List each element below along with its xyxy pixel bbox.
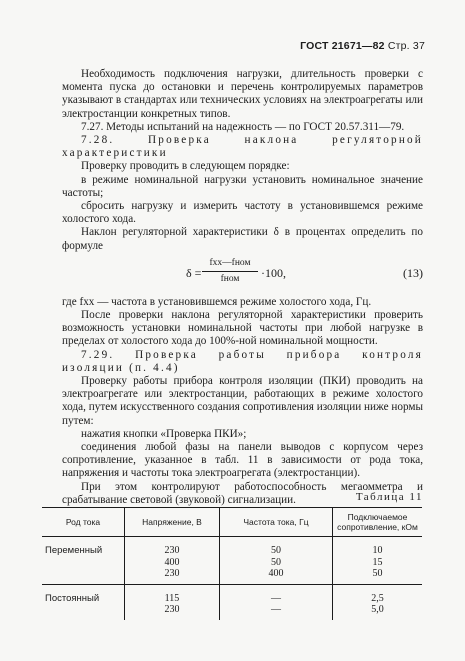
column-header: Напряжение, В	[125, 508, 220, 537]
cell-value: 50	[271, 545, 281, 556]
table-cell: Постоянный	[42, 584, 125, 620]
table-cell	[220, 584, 333, 620]
cell-value: 2,5	[371, 592, 384, 604]
cell-value: 50	[271, 556, 281, 568]
formula-lhs: δ =	[186, 265, 202, 280]
paragraph: нажатия кнопки «Проверка ПКИ»;	[81, 427, 247, 440]
paragraph: в режиме номинальной нагрузки установить номинальное значение частоты;	[62, 173, 423, 199]
cell-value: —	[271, 592, 281, 604]
formula-13	[62, 255, 423, 293]
paragraph: При этом контролируют работоспособность мегаомметра и срабатывание световой (звуковой) сигнализации.	[62, 480, 423, 506]
formula-denominator: fном	[220, 274, 240, 285]
cell-value: 230	[164, 604, 180, 615]
table-cell	[125, 584, 220, 620]
paragraph: соединения любой фазы на панели выводов с корпусом через сопротивление, указанное в табл. 11 в зависимости от рода тока, напряжения и частоты тока электроагрегата (электростанции).	[62, 441, 423, 480]
standard-title: ГОСТ 21671—82	[300, 40, 385, 52]
paragraph: Проверку проводить в следующем порядке:	[81, 160, 290, 173]
table-row	[42, 537, 422, 585]
paragraph: сбросить нагрузку и измерить частоту в установившемся режиме холостого хода.	[62, 200, 423, 226]
formula-numerator: fхх—fном	[202, 257, 258, 272]
section-heading: 7.28. Проверка наклона регуляторной характеристики	[62, 134, 423, 160]
column-header: Частота тока, Гц	[220, 508, 333, 537]
table-row	[42, 584, 422, 620]
paragraph: где fхх — частота в установившемся режиме холостого хода, Гц.	[62, 295, 372, 308]
cell-value: 230	[164, 568, 180, 579]
table-title: Таблица 11	[355, 491, 423, 503]
cell-value: 400	[268, 568, 284, 579]
formula-fraction	[202, 257, 258, 286]
page-header	[300, 40, 425, 52]
paragraph: Наклон регуляторной характеристики δ в процентах определить по формуле	[62, 226, 423, 252]
cell-value: 50	[372, 568, 383, 579]
cell-value: 400	[164, 556, 180, 568]
column-header: Род тока	[42, 508, 125, 537]
table-cell	[125, 537, 220, 585]
column-header: Подключаемое сопротивление, кОм	[333, 508, 423, 537]
table-11	[42, 507, 422, 620]
formula-rhs: ·100,	[261, 265, 286, 280]
table-cell	[220, 537, 333, 585]
cell-value: 230	[164, 545, 180, 556]
cell-value: 15	[372, 556, 383, 568]
paragraph: Проверку работы прибора контроля изоляции (ПКИ) проводить на электроагрегате или электростанции, работающих в режиме холостого хода, путем искусственного создания сопротивления изоляции ниже нормы путем:	[62, 375, 423, 427]
formula-number: (13)	[403, 265, 423, 280]
table-cell: Переменный	[45, 545, 103, 556]
cell-value: —	[271, 604, 281, 615]
page-number: Стр. 37	[387, 40, 425, 52]
paragraph: Необходимость подключения нагрузки, длительность проверки с момента пуска до остановки и перечень контролируемых параметров указывают в стандартах или технических условиях на электроагрегаты или электростанции конкретных типов.	[62, 68, 423, 120]
paragraph: 7.27. Методы испытаний на надежность — по ГОСТ 20.57.311—79.	[81, 120, 405, 133]
cell-value: 10	[372, 545, 383, 556]
table-cell	[333, 584, 423, 620]
table-cell	[333, 537, 423, 585]
paragraph: После проверки наклона регуляторной характеристики проверить возможность установки номинальной частоты при любой нагрузке в пределах от холостого хода до 100%-ной номинальной мощности.	[62, 309, 423, 348]
table-header-row	[42, 508, 422, 537]
cell-value: 5,0	[371, 604, 384, 615]
section-heading: 7.29. Проверка работы прибора контроля изоляции (п. 4.4)	[62, 348, 423, 374]
cell-value: 115	[164, 592, 180, 604]
body-text	[62, 68, 423, 507]
